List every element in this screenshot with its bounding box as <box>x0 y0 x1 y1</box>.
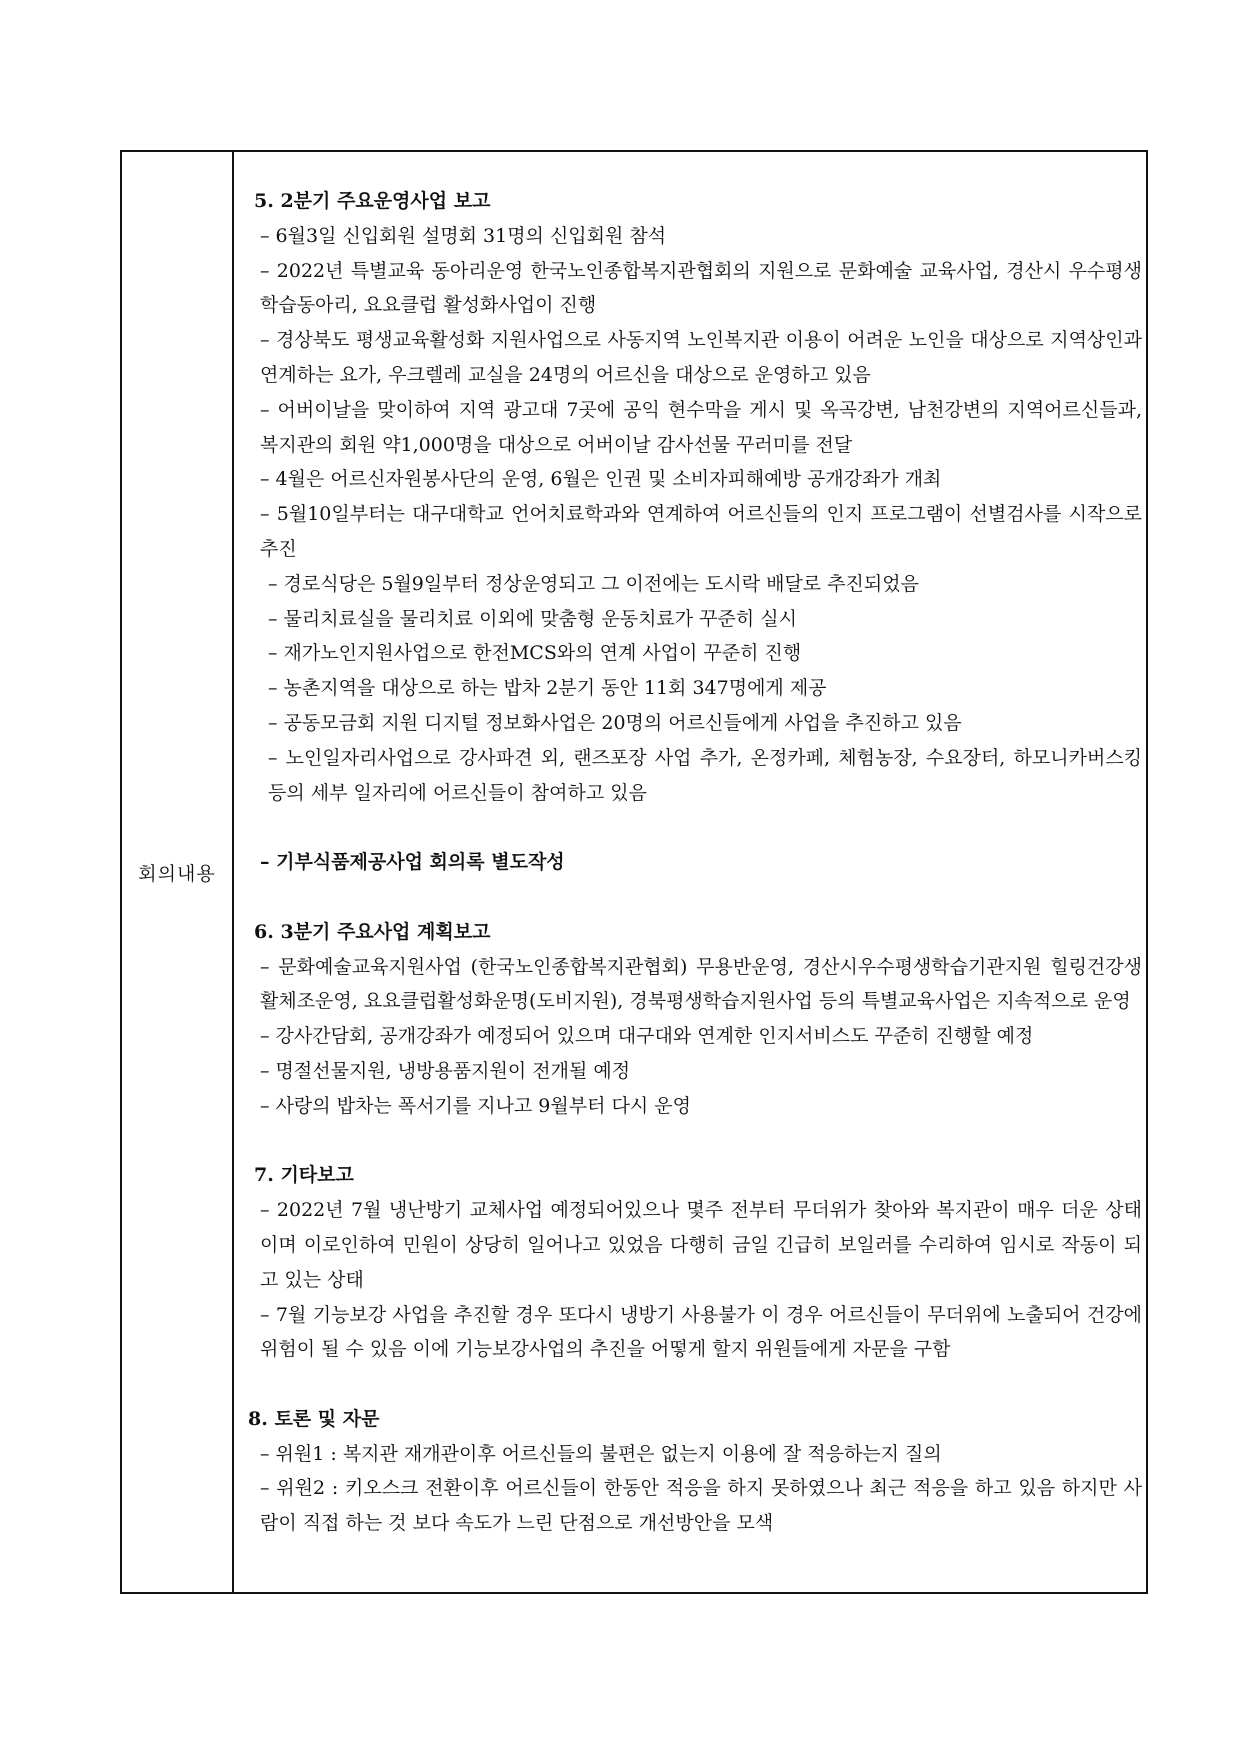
list-item: – 2022년 7월 냉난방기 교체사업 예정되어있으나 몇주 전부터 무더위가 찾아와 복지관이 매우 더운 상태이며 이로인하여 민원이 상당히 일어나고 있었음 다행히 금일 긴급히 보일러를 수리하여 임시로 작동이 되고 있는 상태 <box>260 1199 1142 1291</box>
list-item: – 문화예술교육지원사업 (한국노인종합복지관협회) 무용반운영, 경산시우수평생학습기관지원 힐링건강생활체조운영, 요요클럽활성화운명(도비지원), 경북평생학습지원사업 등의 특별교육사업은 지속적으로 운영 <box>260 955 1142 1013</box>
section-6-title: 6. 3분기 주요사업 계획보고 <box>254 920 491 943</box>
list-subitem: – 물리치료실을 물리치료 이외에 맞춤형 운동치료가 꾸준히 실시 <box>268 607 797 630</box>
list-subitem: – 농촌지역을 대상으로 하는 밥차 2분기 동안 11회 347명에게 제공 <box>268 677 827 700</box>
list-item: – 7월 기능보강 사업을 추진할 경우 또다시 냉방기 사용불가 이 경우 어르신들이 무더위에 노출되어 건강에 위험이 될 수 있음 이에 기능보강사업의 추진을 어떻게 할지 위원들에게 자문을 구함 <box>260 1303 1142 1361</box>
row-label-cell <box>122 152 234 1592</box>
content-cell <box>234 152 1146 1592</box>
section-8-title: 8. 토론 및 자문 <box>248 1407 380 1430</box>
list-item: – 명절선물지원, 냉방용품지원이 전개될 예정 <box>260 1059 631 1082</box>
list-item: – 위원2 : 키오스크 전환이후 어르신들이 한동안 적응을 하지 못하였으나 최근 적응을 하고 있음 하지만 사람이 직접 하는 것 보다 속도가 느린 단점으로 개선방안을 모색 <box>260 1477 1142 1535</box>
row-label: 회의내용 <box>138 862 216 885</box>
list-subitem: – 공동모금회 지원 디지털 정보화사업은 20명의 어르신들에게 사업을 추진하고 있음 <box>268 711 962 734</box>
minutes-table <box>120 150 1148 1594</box>
list-item: – 강사간담회, 공개강좌가 예정되어 있으며 대구대와 연계한 인지서비스도 꾸준히 진행할 예정 <box>260 1025 1034 1048</box>
section-5-title: 5. 2분기 주요운영사업 보고 <box>254 190 491 212</box>
list-item: – 위원1 : 복지관 재개관이후 어르신들의 불편은 없는지 이용에 잘 적응하는지 질의 <box>260 1442 942 1465</box>
bold-note: – 기부식품제공사업 회의록 별도작성 <box>260 851 565 874</box>
list-item: – 2022년 특별교육 동아리운영 한국노인종합복지관협회의 지원으로 문화예술 교육사업, 경산시 우수평생학습동아리, 요요클럽 활성화사업이 진행 <box>260 259 1142 317</box>
list-subitem: – 노인일자리사업으로 강사파견 외, 랜즈포장 사업 추가, 온정카페, 체험농장, 수요장터, 하모니카버스킹 등의 세부 일자리에 어르신들이 참여하고 있음 <box>268 746 1142 804</box>
list-subitem: – 재가노인지원사업으로 한전MCS와의 연계 사업이 꾸준히 진행 <box>268 642 802 665</box>
list-item: – 사랑의 밥차는 폭서기를 지나고 9월부터 다시 운영 <box>260 1094 691 1117</box>
section-7-title: 7. 기타보고 <box>254 1164 354 1187</box>
list-item: – 5월10일부터는 대구대학교 언어치료학과와 연계하여 어르신들의 인지 프로그램이 선별검사를 시작으로 추진 <box>260 503 1142 560</box>
list-subitem: – 경로식당은 5월9일부터 정상운영되고 그 이전에는 도시락 배달로 추진되었음 <box>268 572 919 595</box>
list-item: – 6월3일 신입회원 설명회 31명의 신입회원 참석 <box>260 224 667 247</box>
list-item: – 어버이날을 맞이하여 지역 광고대 7곳에 공익 현수막을 게시 및 옥곡강변, 남천강변의 지역어르신들과, 복지관의 회원 약1,000명을 대상으로 어버이날 감사선물 꾸러미를 전달 <box>260 398 1142 456</box>
list-item: – 경상북도 평생교육활성화 지원사업으로 사동지역 노인복지관 이용이 어려운 노인을 대상으로 지역상인과 연계하는 요가, 우크렐레 교실을 24명의 어르신을 대상으로 운영하고 있음 <box>260 329 1142 386</box>
list-item: – 4월은 어르신자원봉사단의 운영, 6월은 인권 및 소비자피해예방 공개강좌가 개최 <box>260 468 942 491</box>
